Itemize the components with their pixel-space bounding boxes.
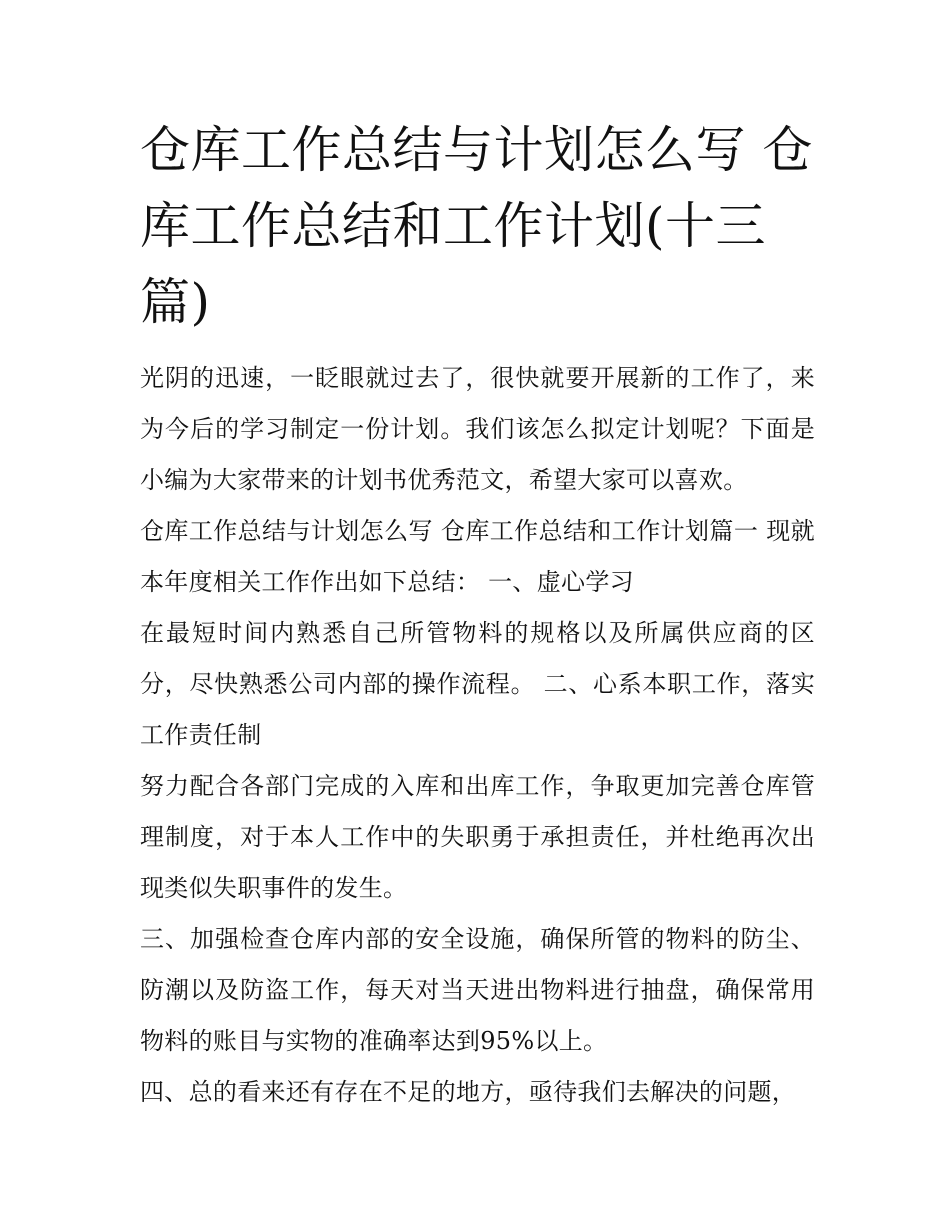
paragraph-point-three: 三、加强检查仓库内部的安全设施，确保所管的物料的防尘、防潮以及防盗工作，每天对当天进出物料进行抽盘，确保常用物料的账目与实物的准确率达到95%以上。 bbox=[140, 925, 815, 1055]
paragraph-point-one: 在最短时间内熟悉自己所管物料的规格以及所属供应商的区分，尽快熟悉公司内部的操作流程。 二、心系本职工作，落实工作责任制 bbox=[140, 619, 815, 749]
document-body bbox=[140, 353, 815, 1118]
document-title: 仓库工作总结与计划怎么写 仓库工作总结和工作计划(十三篇) bbox=[140, 121, 813, 331]
paragraph-point-two: 努力配合各部门完成的入库和出库工作，争取更加完善仓库管理制度，对于本人工作中的失职勇于承担责任，并杜绝再次出现类似失职事件的发生。 bbox=[140, 772, 815, 902]
paragraph-point-four: 四、总的看来还有存在不足的地方，亟待我们去解决的问题， bbox=[140, 1078, 797, 1106]
paragraph-section-heading: 仓库工作总结与计划怎么写 仓库工作总结和工作计划篇一 现就本年度相关工作作出如下总结： 一、虚心学习 bbox=[140, 517, 815, 596]
paragraph-intro: 光阴的迅速，一眨眼就过去了，很快就要开展新的工作了，来为今后的学习制定一份计划。我们该怎么拟定计划呢？下面是小编为大家带来的计划书优秀范文，希望大家可以喜欢。 bbox=[140, 364, 815, 494]
